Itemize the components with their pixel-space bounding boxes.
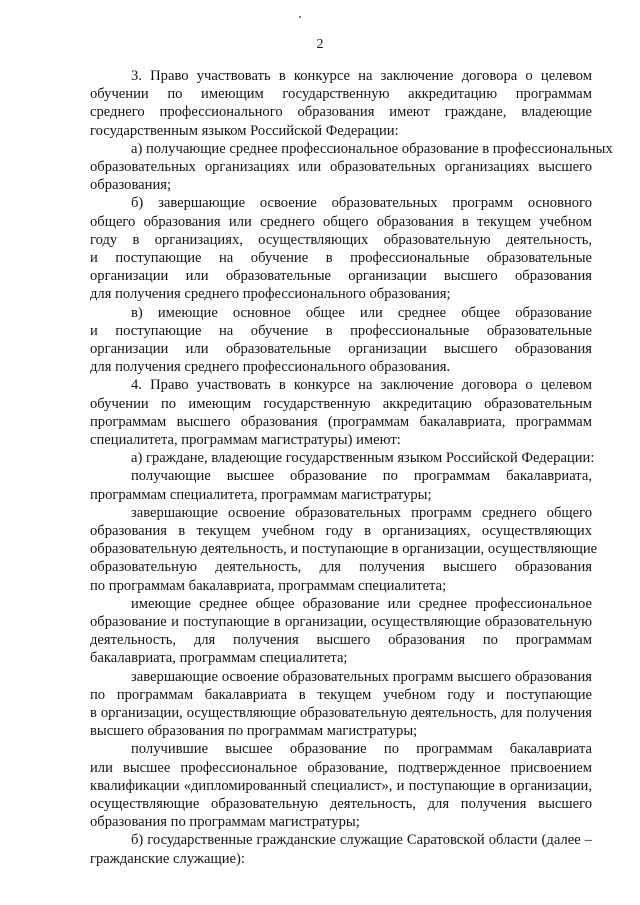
text-line: в) имеющие основное общее или среднее общее образование: [131, 304, 592, 321]
text-line: 3. Право участвовать в конкурсе на заключение договора о целевом: [131, 68, 592, 84]
text-line: 4. Право участвовать в конкурсе на заключение договора о целевом: [131, 377, 592, 394]
text-line: получающие высшее образование по программам бакалавриата,: [131, 468, 592, 485]
text-line: образовательных организациях или образовательных организациях высшего: [90, 159, 592, 175]
text-line: осуществляющие образовательную деятельность, для получения высшего: [90, 796, 592, 812]
text-line: образования;: [90, 177, 172, 194]
text-line: и поступающие на обучение в профессиональные образовательные: [90, 322, 592, 339]
text-line: организации или образовательные организации высшего образования: [90, 341, 592, 357]
text-line: или высшее профессиональное образование, подтвержденное присвоением: [90, 759, 592, 776]
text-line: в организации, осуществляющие образовательную деятельность, для получения: [90, 705, 592, 721]
text-line: завершающие освоение образовательных программ высшего образования: [131, 668, 592, 685]
text-line: и поступающие на обучение в профессиональные образовательные: [90, 250, 592, 266]
text-line: году в организациях, осуществляющих образовательную деятельность,: [90, 231, 592, 248]
text-line: обучении по имеющим государственную аккредитацию образовательным: [90, 395, 592, 412]
text-line: общего образования или среднего общего образования в текущем учебном: [90, 213, 592, 230]
text-line: а) граждане, владеющие государственным языком Российской Федерации:: [131, 450, 595, 467]
text-line: организации или образовательные организации высшего образования: [90, 268, 592, 285]
text-line: государственным языком Российской Федерации:: [90, 122, 399, 139]
text-line: имеющие среднее общее образование или среднее профессиональное: [131, 595, 592, 612]
text-line: бакалавриата, программам специалитета;: [90, 650, 348, 667]
text-line: квалификации «дипломированный специалист», и поступающие в организации,: [90, 777, 592, 794]
text-line: образовательную деятельность, и поступающие в организации, осуществляющие: [90, 541, 598, 558]
text-line: среднего профессионального образования имеют граждане, владеющие: [90, 104, 592, 121]
text-line: образования по программам магистратуры;: [90, 814, 360, 831]
text-line: программам специалитета, программам магистратуры;: [90, 486, 432, 503]
text-line: для получения среднего профессионального образования;: [90, 286, 451, 303]
text-line: специалитета, программам магистратуры) имеют:: [90, 432, 401, 448]
page-number: 2: [316, 37, 324, 52]
text-line: б) государственные гражданские служащие Саратовской области (далее –: [131, 832, 592, 849]
text-line: завершающие освоение образовательных программ среднего общего: [131, 504, 592, 521]
scan-speck: [299, 16, 301, 18]
text-line: получившие высшее образование по программам бакалавриата: [131, 741, 592, 758]
text-line: образования в текущем учебном году в организациях, осуществляющих: [90, 523, 592, 539]
text-line: гражданские служащие):: [90, 850, 245, 867]
text-line: деятельность, для получения высшего образования по программам: [90, 632, 592, 649]
text-line: по программам бакалавриата в текущем учебном году и поступающие: [90, 686, 592, 703]
text-line: образование и поступающие в организации, осуществляющие образовательную: [90, 614, 592, 630]
text-line: б) завершающие освоение образовательных программ основного: [131, 195, 592, 212]
text-line: а) получающие среднее профессиональное образование в профессиональных: [131, 140, 613, 157]
text-line: по программам бакалавриата, программам специалитета;: [90, 577, 447, 594]
text-line: обучении по имеющим государственную аккредитацию программам: [90, 86, 592, 103]
text-line: для получения среднего профессионального образования.: [90, 359, 451, 376]
text-line: высшего образования по программам магистратуры;: [90, 723, 418, 740]
text-line: образовательную деятельность, для получения высшего образования: [90, 559, 592, 576]
text-line: программам высшего образования (программам бакалавриата, программам: [90, 413, 592, 430]
